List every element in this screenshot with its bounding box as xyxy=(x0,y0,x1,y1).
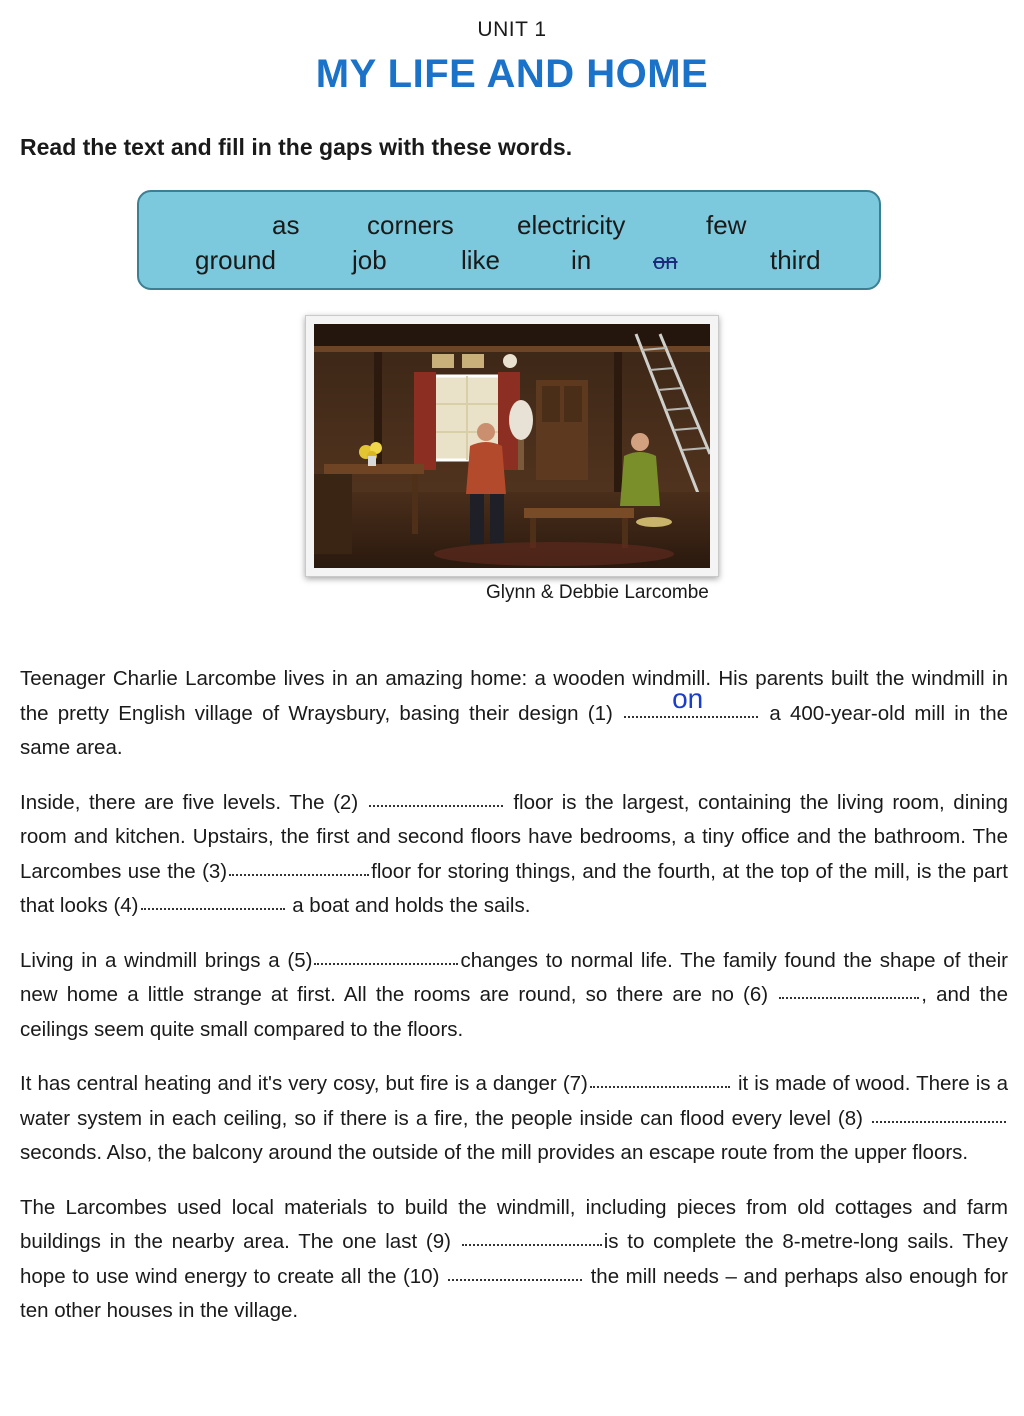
gap-8[interactable] xyxy=(872,1107,1006,1123)
passage-text: the mill needs – and perhaps also enough for ten other houses in the village. xyxy=(20,1264,1008,1322)
photo-caption: Glynn & Debbie Larcombe xyxy=(486,582,709,603)
word-bank-item: few xyxy=(706,210,747,240)
handwritten-answer-1: on xyxy=(672,682,704,714)
gap-1[interactable] xyxy=(624,682,758,718)
paragraph-4 xyxy=(20,1067,1008,1171)
gap-7[interactable] xyxy=(590,1072,730,1088)
passage-text: a boat and holds the sails. xyxy=(292,894,531,917)
passage-text: seconds. Also, the balcony around the outside of the mill provides an escape route from the upper floors. xyxy=(20,1141,969,1164)
word-bank-item: corners xyxy=(367,210,454,240)
passage-text: It has central heating and it's very cosy, but fire is a danger (7) xyxy=(20,1072,588,1095)
gap-6[interactable] xyxy=(779,983,919,999)
photo-frame xyxy=(305,315,719,577)
word-bank-item-struck: on xyxy=(653,249,678,274)
windmill-interior-photo xyxy=(314,324,710,568)
paragraph-3 xyxy=(20,944,1008,1048)
gap-3[interactable] xyxy=(229,860,369,876)
word-bank-item: job xyxy=(352,245,387,275)
word-bank-item: ground xyxy=(195,245,276,275)
page-title: MY LIFE AND HOME xyxy=(315,52,709,96)
unit-label: UNIT 1 xyxy=(477,18,547,41)
passage-text: is to complete the 8-metre-long sails. They hope to use wind energy to create all the (10) xyxy=(20,1230,1008,1288)
instruction-text: Read the text and fill in the gaps with these words. xyxy=(20,134,573,160)
paragraph-2 xyxy=(20,786,1008,924)
word-bank-item: as xyxy=(272,210,300,240)
reading-passage xyxy=(20,662,1008,1349)
word-bank-item: like xyxy=(461,245,501,275)
passage-text: floor for storing things, and the fourth, at the top of the mill, is the part that looks (4) xyxy=(20,859,1009,917)
gap-5[interactable] xyxy=(314,949,458,965)
paragraph-5 xyxy=(20,1191,1008,1329)
passage-text: floor is the largest, containing the living room, dining room and kitchen. Upstairs, the first and second floors have bedrooms, a tiny office and the bathroom. The Larcombes use the (3) xyxy=(20,790,1009,883)
gap-9[interactable] xyxy=(462,1230,602,1246)
word-bank-item: electricity xyxy=(517,210,626,240)
passage-text: , and the ceilings seem quite small compared to the floors. xyxy=(20,983,1008,1041)
passage-text: changes to normal life. The family found the shape of their new home a little strange at first. All the rooms are round, so there are no (6) xyxy=(20,948,1008,1006)
passage-text: Teenager Charlie Larcombe lives in an amazing home: a wooden windmill. His parents built the windmill in the pretty English village of Wraysbury, basing their design (1) xyxy=(20,667,1008,725)
word-bank-box xyxy=(137,190,881,290)
word-bank-item: third xyxy=(770,245,821,275)
passage-text: The Larcombes used local materials to build the windmill, including pieces from old cottages and farm buildings in the nearby area. The one last (9) xyxy=(20,1195,1008,1253)
gap-4[interactable] xyxy=(141,894,285,910)
gap-2[interactable] xyxy=(369,791,503,807)
passage-text: it is made of wood. There is a water system in each ceiling, so if there is a fire, the people inside can flood every level (8) xyxy=(20,1072,1008,1130)
paragraph-1 xyxy=(20,662,1008,766)
passage-text: Living in a windmill brings a (5) xyxy=(20,948,313,972)
passage-text: a 400-year-old mill in the same area. xyxy=(20,701,1008,759)
gap-10[interactable] xyxy=(448,1265,582,1281)
passage-text: Inside, there are five levels. The (2) xyxy=(20,790,359,814)
word-bank-item: in xyxy=(571,245,592,275)
